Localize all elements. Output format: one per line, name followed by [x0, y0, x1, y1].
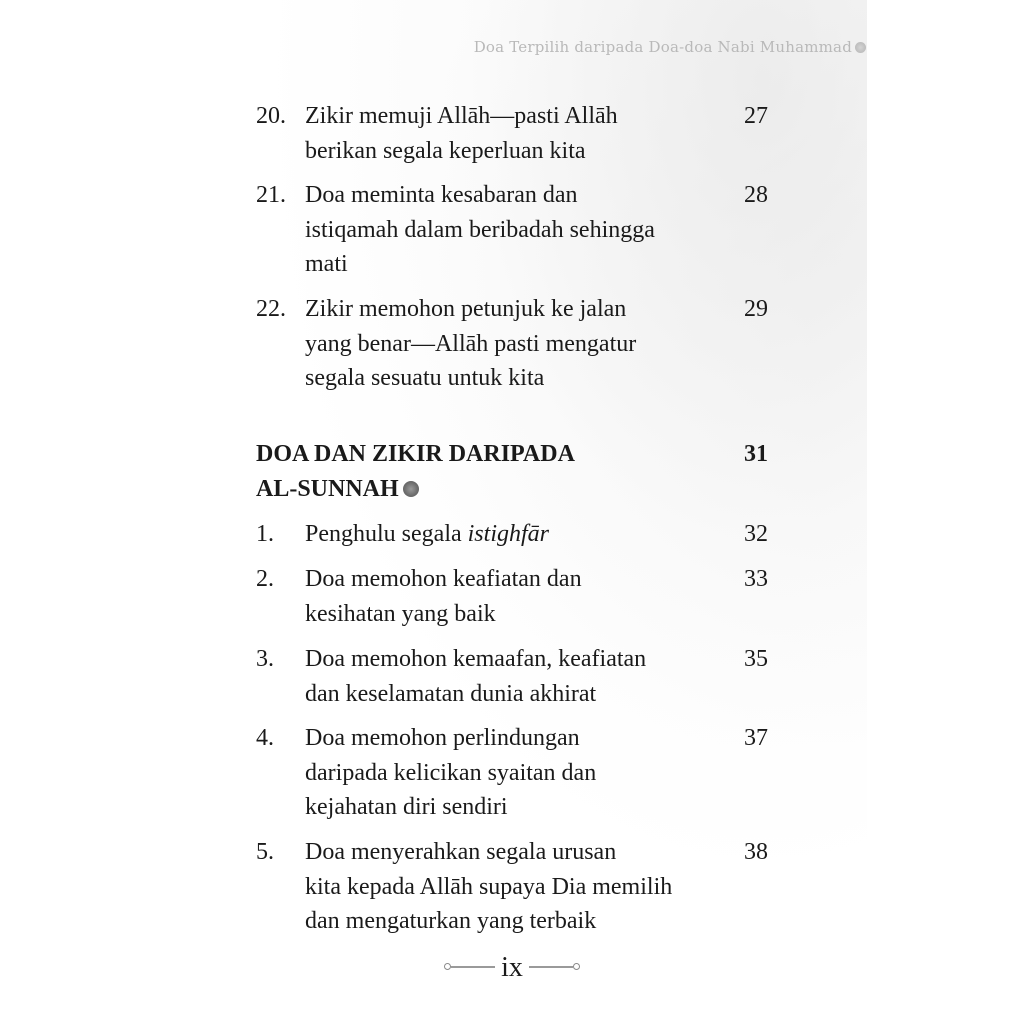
entry-title-line: dan keselamatan dunia akhirat [305, 680, 597, 707]
entry-title-line: Doa memohon keafiatan dan [305, 566, 582, 592]
section-title [256, 437, 768, 507]
entry-title-line: Zikir memuji Allāh—pasti Allāh [305, 103, 618, 129]
entry-title-line [305, 517, 735, 552]
section-title-line-2 [256, 472, 768, 507]
entry-title-line: yang benar—Allāh pasti mengatur [305, 330, 637, 357]
entry-page-number: 28 [744, 182, 768, 208]
entry-title [305, 721, 735, 825]
entry-number: 21. [256, 182, 286, 208]
entry-title-line: Doa menyerahkan segala urusan [305, 839, 617, 865]
entry-title-line: kita kepada Allāh supaya Dia memilih [305, 873, 673, 900]
entry-page-number: 33 [744, 566, 768, 592]
entry-title-line: mati [305, 251, 348, 277]
entry-title [305, 292, 735, 396]
entry-title [305, 562, 735, 631]
entry-number: 1. [256, 521, 274, 547]
entry-number: 2. [256, 566, 274, 592]
entry-number: 22. [256, 296, 286, 322]
entry-number: 5. [256, 839, 274, 865]
entry-title-text: Penghulu segala [305, 521, 468, 547]
entry-title [305, 517, 735, 552]
entry-title-line: kesihatan yang baik [305, 600, 496, 627]
entry-title-line: Doa memohon kemaafan, keafiatan [305, 646, 647, 672]
entry-title [305, 178, 735, 282]
running-head-text: Doa Terpilih daripada Doa-doa Nabi Muhammad [473, 38, 852, 56]
page-folio [0, 952, 1024, 984]
entry-title-italic: istighfār [467, 521, 549, 547]
section-heading[interactable] [256, 437, 768, 507]
salawat-icon [403, 481, 419, 497]
entry-page-number: 35 [744, 646, 768, 672]
folio-ornament-right [529, 966, 573, 968]
entry-page-number: 27 [744, 103, 768, 129]
entry-title-line: berikan segala keperluan kita [305, 137, 586, 164]
entry-number: 3. [256, 646, 274, 672]
entry-page-number: 37 [744, 725, 768, 751]
entry-title-line: istiqamah dalam beribadah sehingga [305, 216, 655, 243]
entry-title [305, 642, 735, 711]
entry-number: 20. [256, 103, 286, 129]
folio-ornament-left [451, 966, 495, 968]
entry-title [305, 99, 735, 168]
section-title-text: AL-SUNNAH [256, 476, 399, 502]
entry-title-line: daripada kelicikan syaitan dan [305, 759, 597, 786]
entry-title-line: dan mengaturkan yang terbaik [305, 908, 597, 934]
entry-title-line: Doa meminta kesabaran dan [305, 182, 578, 208]
section-title-line: DOA DAN ZIKIR DARIPADA [256, 441, 575, 467]
entry-page-number: 29 [744, 296, 768, 322]
entry-number: 4. [256, 725, 274, 751]
entry-title-line: kejahatan diri sendiri [305, 794, 508, 820]
entry-title-line: Doa memohon perlindungan [305, 725, 580, 751]
folio-number: ix [501, 952, 523, 983]
entry-title-line: segala sesuatu untuk kita [305, 365, 545, 391]
entry-page-number: 38 [744, 839, 768, 865]
entry-title [305, 835, 735, 939]
entry-page-number: 32 [744, 521, 768, 547]
entry-title-line: Zikir memohon petunjuk ke jalan [305, 296, 627, 322]
section-page-number: 31 [744, 441, 768, 467]
